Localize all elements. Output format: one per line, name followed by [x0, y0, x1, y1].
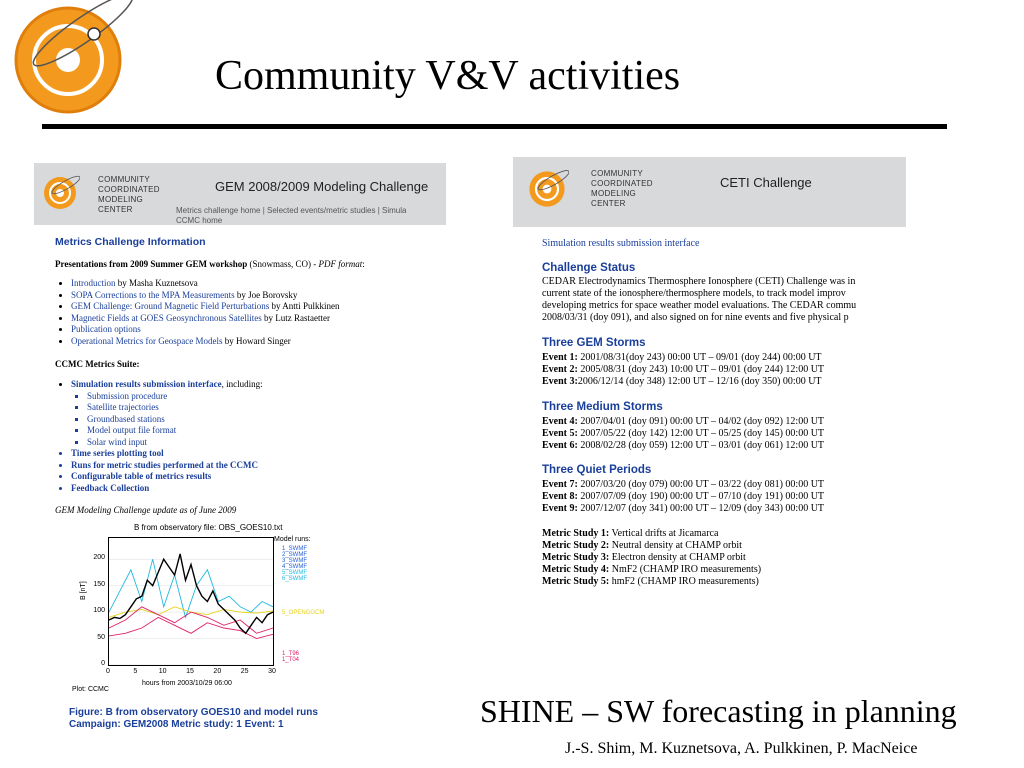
list-item[interactable]: • GEM Challenge: Ground Magnetic Field Perturbations by Antti Pulkkinen: [71, 301, 339, 313]
medium-storms-heading: Three Medium Storms: [542, 401, 663, 413]
presentations-list: [55, 278, 339, 347]
list-item[interactable]: ▪ Model output file format: [87, 425, 263, 437]
x-tick-label: 25: [240, 668, 249, 675]
status-line: developing metrics for space weather model evaluations. The CEDAR commu: [542, 300, 857, 311]
list-item[interactable]: • Time series plotting tool: [71, 448, 263, 460]
event-row: Event 5: 2007/05/22 (doy 142) 12:00 UT – 05/25 (doy 145) 00:00 UT: [542, 428, 825, 439]
shine-forecasting-text: SHINE – SW forecasting in planning: [480, 693, 957, 729]
legend-heading: Model runs:: [274, 536, 311, 543]
list-item[interactable]: • Simulation results submission interface, including: ▪ Submission procedure ▪ Satellite trajectories ▪ Groundbased stations ▪ Model output file format ▪ Solar wind input: [71, 379, 263, 448]
metric-study-row: Metric Study 1: Vertical drifts at Jicamarca: [542, 528, 719, 539]
legend-entry: 5_SWMF: [282, 570, 308, 576]
list-item[interactable]: • Magnetic Fields at GOES Geosynchronous Satellites by Lutz Rastaetter: [71, 313, 339, 325]
ceti-header: [513, 157, 906, 227]
event-row: Event 1: 2001/08/31(doy 243) 00:00 UT – 09/01 (doy 244) 00:00 UT: [542, 352, 822, 363]
plot-footer: Plot: CCMC: [72, 686, 109, 693]
list-item[interactable]: • SOPA Corrections to the MPA Measurements by Joe Borovsky: [71, 290, 339, 302]
ceti-challenge-screenshot: [513, 157, 906, 611]
plot-ylabel: B [nT]: [80, 581, 87, 600]
metric-study-row: Metric Study 3: Electron density at CHAMP orbit: [542, 552, 746, 563]
event-row: Event 3:2006/12/14 (doy 348) 12:00 UT – 12/16 (doy 350) 00:00 UT: [542, 376, 822, 387]
challenge-status-heading: Challenge Status: [542, 262, 636, 274]
list-item[interactable]: ▪ Satellite trajectories: [87, 402, 263, 414]
gem-storms-heading: Three GEM Storms: [542, 337, 646, 349]
list-item[interactable]: • Operational Metrics for Geospace Models by Howard Singer: [71, 336, 339, 348]
legend-entry: 1_T96: [282, 651, 300, 657]
legend-entry: 1_T04: [282, 657, 300, 663]
plot-area: [108, 537, 274, 666]
ccmc-logo-text: COMMUNITY COORDINATED MODELING CENTER: [591, 169, 653, 208]
event-row: Event 7: 2007/03/20 (doy 079) 00:00 UT – 03/22 (doy 081) 00:00 UT: [542, 479, 825, 490]
plot-title: B from observatory file: OBS_GOES10.txt: [134, 523, 283, 532]
ccmc-logo-icon: [40, 173, 80, 213]
list-item[interactable]: ▪ Groundbased stations: [87, 414, 263, 426]
ccmc-logo-text: COMMUNITY COORDINATED MODELING CENTER: [98, 175, 160, 214]
x-tick-label: 30: [268, 668, 276, 675]
list-item[interactable]: ▪ Submission procedure: [87, 391, 263, 403]
legend-entry: 4_SWMF: [282, 564, 308, 570]
y-tick-label: 50: [97, 633, 105, 641]
metrics-suite-heading: CCMC Metrics Suite:: [55, 359, 140, 369]
update-note: GEM Modeling Challenge update as of June 2009: [55, 505, 237, 515]
list-item[interactable]: • Introduction by Masha Kuznetsova: [71, 278, 339, 290]
event-row: Event 2: 2005/08/31 (doy 243) 10:00 UT – 09/01 (doy 244) 12:00 UT: [542, 364, 825, 375]
y-tick-label: 0: [101, 660, 105, 667]
list-item[interactable]: • Configurable table of metrics results: [71, 471, 263, 483]
ccmc-slide-logo-icon: [8, 0, 158, 120]
slide-title: Community V&V activities: [215, 53, 681, 99]
series-line-observed: [109, 554, 273, 633]
ccmc-logo-icon: [525, 167, 569, 211]
legend-entry: 5_OPENGGCM: [282, 610, 325, 616]
event-row: Event 8: 2007/07/09 (doy 190) 00:00 UT – 07/10 (doy 191) 00:00 UT: [542, 491, 825, 502]
gem-header-title: GEM 2008/2009 Modeling Challenge: [215, 179, 429, 194]
x-tick-label: 15: [186, 668, 194, 675]
metric-study-row: Metric Study 4: NmF2 (CHAMP IRO measurements): [542, 564, 762, 575]
list-item[interactable]: • Publication options: [71, 324, 339, 336]
status-line: 2008/03/31 (doy 091), and also signed on for nine events and five physical p: [542, 312, 849, 323]
y-tick-label: 200: [93, 554, 105, 562]
sim-results-link[interactable]: Simulation results submission interface: [542, 238, 700, 249]
status-line: CEDAR Electrodynamics Thermosphere Ionosphere (CETI) Challenge was in: [542, 276, 856, 287]
x-tick-label: 10: [158, 668, 167, 675]
x-tick-label: 0: [106, 668, 110, 675]
line-chart: [109, 538, 273, 665]
title-divider: [42, 124, 947, 129]
x-tick-label: 5: [133, 668, 138, 675]
metrics-suite-list: [55, 379, 263, 494]
metrics-info-heading: Metrics Challenge Information: [55, 236, 206, 248]
legend-entry: 1_SWMF: [282, 546, 308, 552]
plot-xlabel: hours from 2003/10/29 06:00: [142, 680, 232, 687]
series-line-1_T04: [109, 617, 273, 638]
y-tick-label: 100: [93, 607, 105, 615]
presentations-line: Presentations from 2009 Summer GEM workshop (Snowmass, CO) - PDF format:: [55, 259, 365, 269]
campaign-caption: Campaign: GEM2008 Metric study: 1 Event: 1: [69, 719, 284, 730]
legend-entry: 2_SWMF: [282, 552, 308, 558]
series-line-5_SWMF: [109, 559, 273, 617]
event-row: Event 9: 2007/12/07 (doy 341) 00:00 UT – 12/09 (doy 343) 00:00 UT: [542, 503, 825, 514]
metric-study-row: Metric Study 2: Neutral density at CHAMP orbit: [542, 540, 742, 551]
figure-caption: Figure: B from observatory GOES10 and model runs: [69, 707, 318, 718]
gem-challenge-screenshot: [34, 163, 446, 521]
legend-entry: 6_SWMF: [282, 576, 308, 582]
authors-line: J.-S. Shim, M. Kuznetsova, A. Pulkkinen, P. MacNeice: [565, 740, 918, 757]
metric-study-row: Metric Study 5: hmF2 (CHAMP IRO measurements): [542, 576, 759, 587]
list-item[interactable]: • Runs for metric studies performed at the CCMC: [71, 460, 263, 472]
status-line: current state of the ionosphere/thermosphere models, to track model improv: [542, 288, 846, 299]
event-row: Event 4: 2007/04/01 (doy 091) 00:00 UT – 04/02 (doy 092) 12:00 UT: [542, 416, 825, 427]
event-row: Event 6: 2008/02/28 (doy 059) 12:00 UT – 03/01 (doy 061) 12:00 UT: [542, 440, 825, 451]
quiet-periods-heading: Three Quiet Periods: [542, 464, 652, 476]
y-tick-label: 150: [93, 580, 105, 588]
legend-entry: 3_SWMF: [282, 558, 308, 564]
list-item[interactable]: ▪ Solar wind input: [87, 437, 263, 449]
gem-header: [34, 163, 446, 225]
list-item[interactable]: • Feedback Collection: [71, 483, 263, 495]
gem-nav[interactable]: Metrics challenge home | Selected events/metric studies | Simula CCMC home: [176, 206, 407, 225]
x-tick-label: 20: [213, 668, 222, 675]
ceti-header-title: CETI Challenge: [720, 175, 812, 190]
